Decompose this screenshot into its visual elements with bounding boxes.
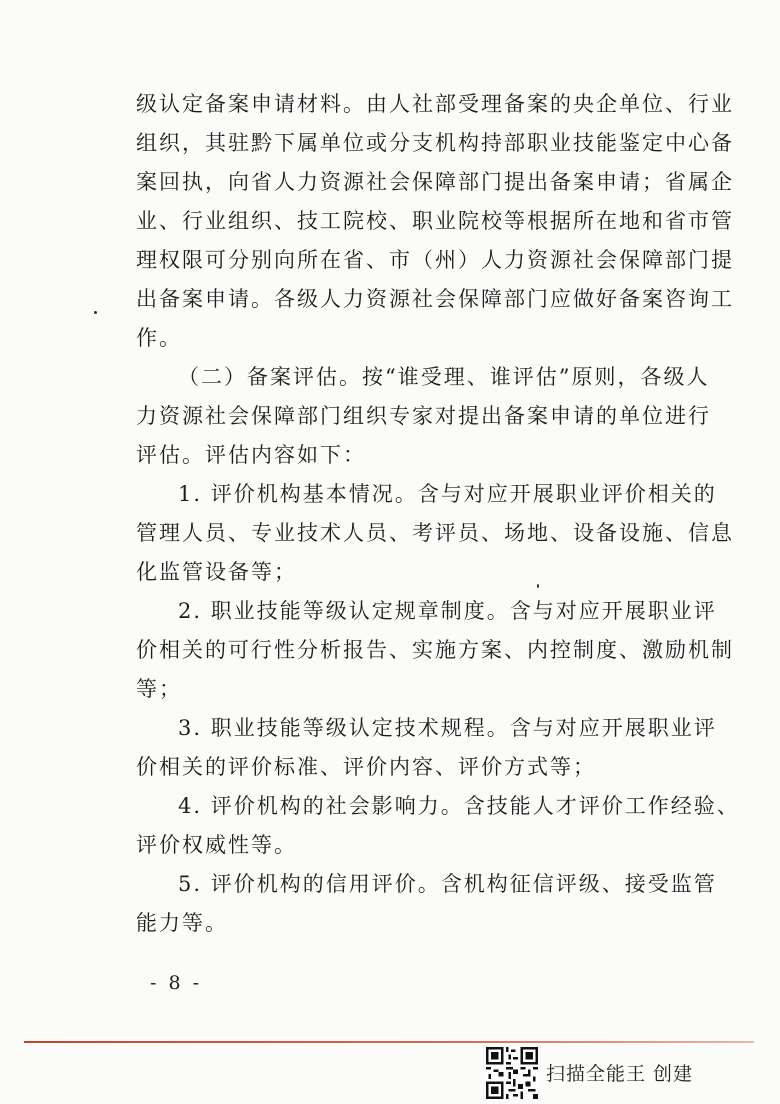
text-line: 出备案申请。各级人力资源社会保障部门应做好备案咨询工 xyxy=(136,287,734,311)
text-line: 作。 xyxy=(136,326,182,350)
scanner-watermark xyxy=(486,1047,746,1101)
list-item-1-line: 1. 评价机构基本情况。含与对应开展职业评价相关的 xyxy=(178,482,717,506)
page-number: - 8 - xyxy=(150,972,203,994)
text-line: 级认定备案申请材料。由人社部受理备案的央企单位、行业 xyxy=(136,92,734,116)
text-line: 理权限可分别向所在省、市（州）人力资源社会保障部门提 xyxy=(136,248,734,272)
scan-speck xyxy=(94,311,97,314)
list-item-2-line: 2. 职业技能等级认定规章制度。含与对应开展职业评 xyxy=(178,599,717,623)
list-item-5-line: 5. 评价机构的信用评价。含机构征信评级、接受监管 xyxy=(178,872,717,896)
document-body xyxy=(136,90,740,948)
qr-code-icon xyxy=(486,1047,538,1099)
text-line: 化监管设备等； xyxy=(136,560,297,584)
text-line: 管理人员、专业技术人员、考评员、场地、设备设施、信息 xyxy=(136,521,734,545)
text-line: 业、行业组织、技工院校、职业院校等根据所在地和省市管 xyxy=(136,209,734,233)
list-item-4-line: 4. 评价机构的社会影响力。含技能人才评价工作经验、 xyxy=(178,794,740,818)
section-heading-line: （二）备案评估。按“谁受理、谁评估”原则，各级人 xyxy=(178,365,710,389)
list-item-3-line: 3. 职业技能等级认定技术规程。含与对应开展职业评 xyxy=(178,716,717,740)
text-line: 力资源社会保障部门组织专家对提出备案申请的单位进行 xyxy=(136,404,711,428)
text-line: 组织，其驻黔下属单位或分支机构持部职业技能鉴定中心备 xyxy=(136,131,734,155)
text-line: 价相关的评价标准、评价内容、评价方式等； xyxy=(136,755,596,779)
text-line: 案回执，向省人力资源社会保障部门提出备案申请；省属企 xyxy=(136,170,734,194)
bottom-rule xyxy=(24,1041,754,1043)
scanner-app-credit: 扫描全能王 创建 xyxy=(546,1063,694,1085)
text-line: 评价权威性等。 xyxy=(136,833,297,857)
text-line: 评估。评估内容如下： xyxy=(136,443,366,467)
text-line: 价相关的可行性分析报告、实施方案、内控制度、激励机制 xyxy=(136,638,734,662)
text-line: 等； xyxy=(136,677,182,701)
text-line: 能力等。 xyxy=(136,911,228,935)
